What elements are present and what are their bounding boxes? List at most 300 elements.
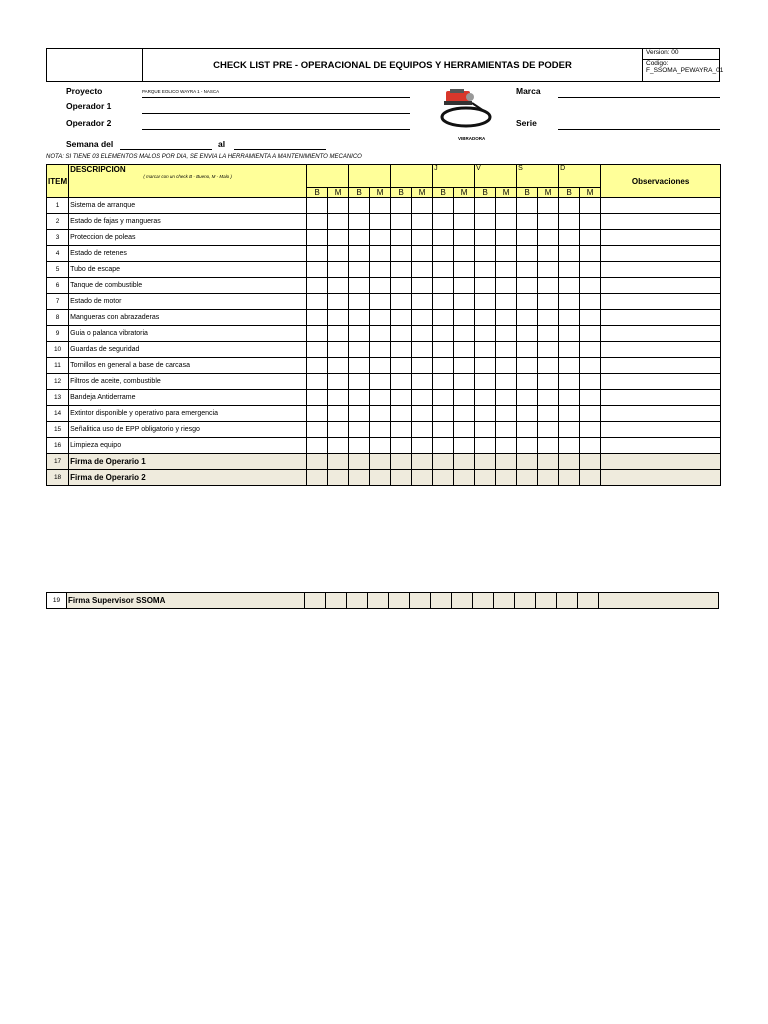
check-cell[interactable] [328, 310, 349, 326]
check-cell[interactable] [433, 294, 454, 310]
check-cell[interactable] [454, 342, 475, 358]
check-cell[interactable] [433, 278, 454, 294]
check-cell[interactable] [368, 593, 389, 609]
check-cell[interactable] [370, 470, 391, 486]
item-description: Tanque de combustible [69, 278, 307, 294]
check-cell[interactable] [389, 593, 410, 609]
check-cell[interactable] [433, 454, 454, 470]
check-cell[interactable] [328, 230, 349, 246]
check-cell[interactable] [494, 593, 515, 609]
check-cell[interactable] [412, 374, 433, 390]
check-cell[interactable] [370, 326, 391, 342]
check-cell[interactable] [370, 358, 391, 374]
check-cell[interactable] [391, 374, 412, 390]
check-cell[interactable] [517, 214, 538, 230]
check-cell[interactable] [391, 358, 412, 374]
check-cell[interactable] [559, 390, 580, 406]
check-cell[interactable] [580, 278, 601, 294]
check-cell[interactable] [559, 454, 580, 470]
check-cell[interactable] [412, 390, 433, 406]
check-cell[interactable] [433, 342, 454, 358]
check-cell[interactable] [349, 358, 370, 374]
check-cell[interactable] [517, 422, 538, 438]
check-cell[interactable] [559, 406, 580, 422]
check-cell[interactable] [307, 262, 328, 278]
check-cell[interactable] [454, 294, 475, 310]
check-cell[interactable] [454, 214, 475, 230]
check-cell[interactable] [475, 294, 496, 310]
check-cell[interactable] [496, 470, 517, 486]
check-cell[interactable] [370, 310, 391, 326]
observations-cell[interactable] [601, 246, 721, 262]
check-cell[interactable] [412, 214, 433, 230]
check-cell[interactable] [580, 470, 601, 486]
check-cell[interactable] [559, 342, 580, 358]
check-cell[interactable] [307, 422, 328, 438]
item-number: 18 [47, 470, 69, 486]
check-cell[interactable] [475, 358, 496, 374]
check-cell[interactable] [559, 246, 580, 262]
check-cell[interactable] [580, 230, 601, 246]
observations-cell[interactable] [601, 406, 721, 422]
table-row [47, 406, 721, 422]
check-cell[interactable] [328, 342, 349, 358]
check-cell[interactable] [412, 278, 433, 294]
check-cell[interactable] [496, 310, 517, 326]
check-cell[interactable] [517, 230, 538, 246]
check-cell[interactable] [475, 326, 496, 342]
check-cell[interactable] [475, 278, 496, 294]
check-cell[interactable] [412, 262, 433, 278]
check-cell[interactable] [410, 593, 431, 609]
check-cell[interactable] [328, 438, 349, 454]
check-cell[interactable] [517, 262, 538, 278]
check-cell[interactable] [328, 454, 349, 470]
item-number: 12 [47, 374, 69, 390]
check-cell[interactable] [307, 214, 328, 230]
check-cell[interactable] [349, 406, 370, 422]
observations-cell[interactable] [601, 438, 721, 454]
check-cell[interactable] [475, 214, 496, 230]
check-cell[interactable] [433, 198, 454, 214]
check-cell[interactable] [370, 406, 391, 422]
check-cell[interactable] [454, 406, 475, 422]
check-cell[interactable] [433, 310, 454, 326]
check-cell[interactable] [580, 198, 601, 214]
check-cell[interactable] [517, 454, 538, 470]
check-cell[interactable] [307, 198, 328, 214]
check-cell[interactable] [580, 342, 601, 358]
check-cell[interactable] [580, 326, 601, 342]
check-cell[interactable] [412, 438, 433, 454]
check-cell[interactable] [370, 438, 391, 454]
check-cell[interactable] [517, 198, 538, 214]
check-cell[interactable] [328, 470, 349, 486]
check-cell[interactable] [559, 198, 580, 214]
observations-cell[interactable] [601, 310, 721, 326]
observations-cell[interactable] [601, 374, 721, 390]
check-cell[interactable] [370, 374, 391, 390]
check-cell[interactable] [475, 310, 496, 326]
check-cell[interactable] [538, 278, 559, 294]
check-cell[interactable] [328, 262, 349, 278]
check-cell[interactable] [538, 230, 559, 246]
observations-cell[interactable] [601, 294, 721, 310]
check-cell[interactable] [433, 262, 454, 278]
check-cell[interactable] [307, 470, 328, 486]
check-cell[interactable] [538, 262, 559, 278]
check-cell[interactable] [307, 390, 328, 406]
check-cell[interactable] [307, 454, 328, 470]
check-cell[interactable] [475, 438, 496, 454]
check-cell[interactable] [454, 454, 475, 470]
check-cell[interactable] [391, 230, 412, 246]
check-cell[interactable] [412, 294, 433, 310]
check-cell[interactable] [496, 278, 517, 294]
check-cell[interactable] [454, 358, 475, 374]
check-cell[interactable] [391, 262, 412, 278]
check-cell[interactable] [580, 422, 601, 438]
check-cell[interactable] [496, 454, 517, 470]
check-cell[interactable] [538, 198, 559, 214]
check-cell[interactable] [328, 326, 349, 342]
check-cell[interactable] [517, 342, 538, 358]
check-cell[interactable] [412, 422, 433, 438]
check-cell[interactable] [412, 246, 433, 262]
check-cell[interactable] [475, 342, 496, 358]
check-cell[interactable] [347, 593, 368, 609]
check-cell[interactable] [391, 246, 412, 262]
check-cell[interactable] [391, 454, 412, 470]
check-cell[interactable] [328, 246, 349, 262]
check-cell[interactable] [412, 454, 433, 470]
check-cell[interactable] [454, 390, 475, 406]
check-cell[interactable] [391, 294, 412, 310]
check-cell[interactable] [454, 470, 475, 486]
check-cell[interactable] [559, 422, 580, 438]
check-cell[interactable] [412, 230, 433, 246]
check-cell[interactable] [559, 310, 580, 326]
check-cell[interactable] [454, 278, 475, 294]
check-cell[interactable] [538, 470, 559, 486]
check-cell[interactable] [349, 374, 370, 390]
check-cell[interactable] [475, 454, 496, 470]
check-cell[interactable] [559, 470, 580, 486]
check-cell[interactable] [328, 278, 349, 294]
check-cell[interactable] [370, 294, 391, 310]
check-cell[interactable] [391, 470, 412, 486]
check-cell[interactable] [517, 294, 538, 310]
check-cell[interactable] [454, 326, 475, 342]
check-cell[interactable] [580, 262, 601, 278]
check-cell[interactable] [349, 262, 370, 278]
check-cell[interactable] [496, 406, 517, 422]
check-cell[interactable] [349, 214, 370, 230]
check-cell[interactable] [391, 310, 412, 326]
check-cell[interactable] [475, 374, 496, 390]
check-cell[interactable] [307, 230, 328, 246]
bueno-header: B [517, 188, 538, 198]
check-cell[interactable] [580, 406, 601, 422]
marca-field-line[interactable] [558, 97, 720, 98]
semana-to-field-line[interactable] [234, 149, 326, 150]
check-cell[interactable] [349, 230, 370, 246]
check-cell[interactable] [559, 294, 580, 310]
check-cell[interactable] [433, 230, 454, 246]
check-cell[interactable] [412, 358, 433, 374]
check-cell[interactable] [349, 278, 370, 294]
check-cell[interactable] [475, 390, 496, 406]
check-cell[interactable] [328, 374, 349, 390]
check-cell[interactable] [578, 593, 599, 609]
observations-cell[interactable] [601, 214, 721, 230]
check-cell[interactable] [433, 470, 454, 486]
check-cell[interactable] [349, 438, 370, 454]
check-cell[interactable] [538, 326, 559, 342]
check-cell[interactable] [349, 310, 370, 326]
check-cell[interactable] [370, 198, 391, 214]
check-cell[interactable] [538, 406, 559, 422]
check-cell[interactable] [454, 422, 475, 438]
check-cell[interactable] [307, 342, 328, 358]
check-cell[interactable] [496, 358, 517, 374]
check-cell[interactable] [580, 454, 601, 470]
check-cell[interactable] [517, 374, 538, 390]
check-cell[interactable] [475, 422, 496, 438]
check-cell[interactable] [370, 422, 391, 438]
check-cell[interactable] [391, 406, 412, 422]
check-cell[interactable] [412, 342, 433, 358]
check-cell[interactable] [496, 230, 517, 246]
check-cell[interactable] [391, 422, 412, 438]
observations-cell[interactable] [601, 342, 721, 358]
check-cell[interactable] [538, 246, 559, 262]
check-cell[interactable] [517, 246, 538, 262]
check-cell[interactable] [307, 358, 328, 374]
check-cell[interactable] [431, 593, 452, 609]
check-cell[interactable] [496, 422, 517, 438]
check-cell[interactable] [370, 454, 391, 470]
check-cell[interactable] [538, 454, 559, 470]
check-cell[interactable] [496, 262, 517, 278]
check-cell[interactable] [559, 438, 580, 454]
check-cell[interactable] [307, 294, 328, 310]
check-cell[interactable] [412, 406, 433, 422]
proyecto-field-line[interactable] [142, 97, 410, 98]
check-cell[interactable] [412, 198, 433, 214]
check-cell[interactable] [496, 214, 517, 230]
check-cell[interactable] [412, 310, 433, 326]
check-cell[interactable] [559, 374, 580, 390]
check-cell[interactable] [557, 593, 578, 609]
check-cell[interactable] [517, 390, 538, 406]
check-cell[interactable] [580, 246, 601, 262]
serie-field-line[interactable] [558, 129, 720, 130]
check-cell[interactable] [349, 422, 370, 438]
check-cell[interactable] [475, 198, 496, 214]
check-cell[interactable] [496, 326, 517, 342]
check-cell[interactable] [412, 470, 433, 486]
check-cell[interactable] [349, 390, 370, 406]
check-cell[interactable] [496, 390, 517, 406]
check-cell[interactable] [433, 374, 454, 390]
check-cell[interactable] [538, 294, 559, 310]
check-cell[interactable] [454, 262, 475, 278]
observations-cell[interactable] [601, 390, 721, 406]
operador2-label: Operador 2 [66, 118, 112, 128]
check-cell[interactable] [349, 246, 370, 262]
check-cell[interactable] [307, 246, 328, 262]
check-cell[interactable] [349, 294, 370, 310]
check-cell[interactable] [391, 390, 412, 406]
check-cell[interactable] [496, 198, 517, 214]
check-cell[interactable] [349, 470, 370, 486]
check-cell[interactable] [328, 406, 349, 422]
check-cell[interactable] [580, 438, 601, 454]
check-cell[interactable] [326, 593, 347, 609]
check-cell[interactable] [536, 593, 557, 609]
check-cell[interactable] [433, 246, 454, 262]
check-cell[interactable] [307, 326, 328, 342]
check-cell[interactable] [580, 358, 601, 374]
check-cell[interactable] [517, 470, 538, 486]
check-cell[interactable] [454, 198, 475, 214]
check-cell[interactable] [349, 198, 370, 214]
check-cell[interactable] [454, 374, 475, 390]
check-cell[interactable] [517, 358, 538, 374]
check-cell[interactable] [496, 374, 517, 390]
check-cell[interactable] [370, 246, 391, 262]
check-cell[interactable] [559, 230, 580, 246]
check-cell[interactable] [391, 198, 412, 214]
check-cell[interactable] [559, 214, 580, 230]
observations-cell[interactable] [599, 593, 719, 609]
check-cell[interactable] [454, 246, 475, 262]
observations-cell[interactable] [601, 422, 721, 438]
observations-cell[interactable] [601, 278, 721, 294]
check-cell[interactable] [307, 374, 328, 390]
check-cell[interactable] [370, 342, 391, 358]
check-cell[interactable] [328, 422, 349, 438]
check-cell[interactable] [370, 230, 391, 246]
check-cell[interactable] [454, 310, 475, 326]
check-cell[interactable] [328, 214, 349, 230]
semana-from-field-line[interactable] [120, 149, 212, 150]
check-cell[interactable] [580, 294, 601, 310]
operador2-field-line[interactable] [142, 129, 410, 130]
check-cell[interactable] [433, 358, 454, 374]
check-cell[interactable] [391, 214, 412, 230]
check-cell[interactable] [391, 278, 412, 294]
check-cell[interactable] [349, 326, 370, 342]
observations-cell[interactable] [601, 326, 721, 342]
check-cell[interactable] [538, 438, 559, 454]
check-cell[interactable] [517, 310, 538, 326]
check-cell[interactable] [515, 593, 536, 609]
check-cell[interactable] [473, 593, 494, 609]
observations-cell[interactable] [601, 358, 721, 374]
check-cell[interactable] [328, 198, 349, 214]
check-cell[interactable] [538, 214, 559, 230]
check-cell[interactable] [538, 342, 559, 358]
check-cell[interactable] [328, 358, 349, 374]
check-cell[interactable] [517, 278, 538, 294]
check-cell[interactable] [475, 470, 496, 486]
check-cell[interactable] [349, 454, 370, 470]
check-cell[interactable] [370, 390, 391, 406]
check-cell[interactable] [433, 422, 454, 438]
check-cell[interactable] [349, 342, 370, 358]
check-cell[interactable] [559, 262, 580, 278]
check-cell[interactable] [559, 278, 580, 294]
equipment-caption: VIBRADORA [458, 136, 486, 141]
check-cell[interactable] [496, 342, 517, 358]
observations-cell[interactable] [601, 230, 721, 246]
check-cell[interactable] [538, 390, 559, 406]
check-cell[interactable] [328, 390, 349, 406]
check-cell[interactable] [538, 374, 559, 390]
check-cell[interactable] [517, 438, 538, 454]
check-cell[interactable] [328, 294, 349, 310]
check-cell[interactable] [454, 230, 475, 246]
check-cell[interactable] [559, 326, 580, 342]
check-cell[interactable] [412, 326, 433, 342]
check-cell[interactable] [391, 326, 412, 342]
check-cell[interactable] [538, 310, 559, 326]
operador1-field-line[interactable] [142, 113, 410, 114]
check-cell[interactable] [580, 310, 601, 326]
check-cell[interactable] [475, 246, 496, 262]
check-cell[interactable] [433, 214, 454, 230]
check-cell[interactable] [517, 406, 538, 422]
check-cell[interactable] [475, 406, 496, 422]
check-cell[interactable] [538, 358, 559, 374]
observations-cell[interactable] [601, 454, 721, 470]
observations-cell[interactable] [601, 470, 721, 486]
check-cell[interactable] [433, 438, 454, 454]
check-cell[interactable] [475, 262, 496, 278]
check-cell[interactable] [307, 406, 328, 422]
check-cell[interactable] [370, 214, 391, 230]
check-cell[interactable] [452, 593, 473, 609]
check-cell[interactable] [538, 422, 559, 438]
observations-cell[interactable] [601, 198, 721, 214]
check-cell[interactable] [580, 390, 601, 406]
check-cell[interactable] [496, 438, 517, 454]
check-cell[interactable] [307, 438, 328, 454]
check-cell[interactable] [433, 390, 454, 406]
check-cell[interactable] [559, 358, 580, 374]
check-cell[interactable] [433, 326, 454, 342]
check-cell[interactable] [496, 294, 517, 310]
check-cell[interactable] [454, 438, 475, 454]
check-cell[interactable] [517, 326, 538, 342]
check-cell[interactable] [370, 262, 391, 278]
check-cell[interactable] [496, 246, 517, 262]
check-cell[interactable] [370, 278, 391, 294]
check-cell[interactable] [307, 310, 328, 326]
observations-cell[interactable] [601, 262, 721, 278]
check-cell[interactable] [475, 230, 496, 246]
check-cell[interactable] [305, 593, 326, 609]
check-cell[interactable] [391, 438, 412, 454]
check-cell[interactable] [307, 278, 328, 294]
check-cell[interactable] [580, 214, 601, 230]
check-cell[interactable] [433, 406, 454, 422]
check-cell[interactable] [391, 342, 412, 358]
check-cell[interactable] [580, 374, 601, 390]
item-number: 7 [47, 294, 69, 310]
